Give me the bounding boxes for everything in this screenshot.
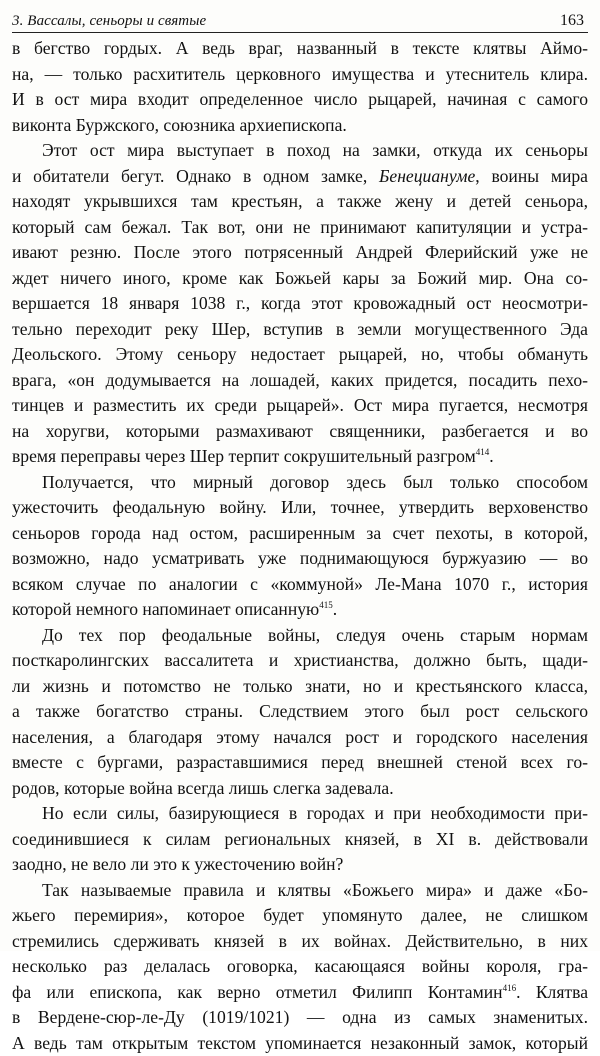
running-header	[12, 8, 586, 32]
text-line	[12, 87, 588, 113]
text-run: Но если силы, базирующиеся в городах и при необходимости при-	[42, 803, 588, 823]
text-line	[12, 138, 588, 164]
text-line	[12, 317, 588, 343]
text-line	[12, 266, 588, 292]
footnote-ref[interactable]: 415	[319, 600, 333, 610]
text-line	[12, 393, 588, 419]
text-run: которой немного напоминает описанную	[12, 599, 319, 619]
text-run: До тех пор феодальные войны, следуя очень старым нормам	[42, 625, 588, 645]
text-line	[12, 674, 588, 700]
text-line	[12, 291, 588, 317]
text-line	[12, 521, 588, 547]
text-line	[12, 470, 588, 496]
footnote-ref[interactable]: 416	[503, 983, 517, 993]
text-line	[12, 342, 588, 368]
text-run: сеньоров города над остом, расширенным за счет пехоты, в которой,	[12, 523, 588, 543]
text-line	[12, 827, 588, 853]
text-run: в бегство гордых. А ведь враг, названный в тексте клятвы Аймо-	[12, 38, 588, 58]
text-run: и обитатели бегут. Однако в одном замке,	[12, 166, 379, 186]
text-run: .	[333, 599, 337, 619]
text-run: время переправы через Шер терпит сокрушительный разгром	[12, 446, 476, 466]
text-run: возможно, надо усматривать уже поднимающуюся буржуазию — во	[12, 548, 588, 568]
text-line	[12, 419, 588, 445]
text-run: тинцев и разместить их среди рыцарей». Ост мира пугается, несмотря	[12, 395, 588, 415]
text-line	[12, 750, 588, 776]
text-run: И в ост мира входит определенное число рыцарей, начиная с самого	[12, 89, 588, 109]
text-run: жьего перемирия», которое будет упомянуто далее, не слишком	[12, 905, 588, 925]
text-run: населения, а благодаря этому начался рост и городского населения	[12, 727, 588, 747]
text-line	[12, 444, 588, 470]
text-run: в Вердене-сюр-ле-Ду (1019/1021) — одна из самых знаменитых.	[12, 1007, 588, 1027]
footnote-ref[interactable]: 414	[476, 447, 490, 457]
text-run: ли жизнь и потомство не только знати, но и крестьянского класса,	[12, 676, 588, 696]
text-run: Получается, что мирный договор здесь был только способом	[42, 472, 588, 492]
text-run: .	[489, 446, 493, 466]
text-line	[12, 240, 588, 266]
text-run: вершается 18 января 1038 г., когда этот кровожадный ост неосмотри-	[12, 293, 588, 313]
text-run: несколько раз делалась оговорка, касающаяся войны короля, гра-	[12, 956, 588, 976]
text-run: тельно переходит реку Шер, вступив в земли могущественного Эда	[12, 319, 588, 339]
text-line	[12, 572, 588, 598]
text-line	[12, 368, 588, 394]
text-line	[12, 725, 588, 751]
text-line	[12, 215, 588, 241]
text-line	[12, 903, 588, 929]
text-run: ивают резню. После этого потрясенный Андрей Флерийский уже не	[12, 242, 588, 262]
text-line	[12, 980, 588, 1006]
text-run: фа или епископа, как верно отметил Филипп Контамин	[12, 982, 503, 1002]
text-run: который сам бежал. Так вот, они не принимают капитуляции и устра-	[12, 217, 588, 237]
text-line	[12, 189, 588, 215]
text-line	[12, 954, 588, 980]
text-line	[12, 648, 588, 674]
text-line	[12, 1031, 588, 1056]
text-run: а также богатство страны. Следствием этого был рост сельского	[12, 701, 588, 721]
text-line	[12, 164, 588, 190]
text-run: на, — только расхититель церковного имущества и утеснитель клира.	[12, 64, 588, 84]
text-line	[12, 62, 588, 88]
text-run: Этот ост мира выступает в поход на замки, откуда их сеньоры	[42, 140, 588, 160]
text-run: Деольского. Этому сеньору недостает рыцарей, но, чтобы обмануть	[12, 344, 588, 364]
text-line	[12, 878, 588, 904]
italic-text: Бенециануме	[379, 166, 475, 186]
text-line	[12, 801, 588, 827]
text-run: , воины мира	[475, 166, 588, 186]
text-line	[12, 36, 588, 62]
text-line	[12, 929, 588, 955]
text-line	[12, 776, 588, 802]
header-rule	[12, 32, 588, 33]
text-line	[12, 852, 588, 878]
text-run: ждет ничего иного, кроме как Божьей кары за Божий мир. Она со-	[12, 268, 588, 288]
text-line	[12, 623, 588, 649]
text-run: стремились сдерживать князей в их войнах. Действительно, в них	[12, 931, 588, 951]
text-line	[12, 597, 588, 623]
text-run: родов, которые война всегда лишь слегка задевала.	[12, 778, 394, 798]
text-run: находят укрывшихся там крестьян, а также жену и детей сеньора,	[12, 191, 588, 211]
text-run: посткаролингских вассалитета и христианства, должно быть, щади-	[12, 650, 588, 670]
text-run: А ведь там открытым текстом упоминается незаконный замок, который	[12, 1033, 588, 1053]
text-line	[12, 1005, 588, 1031]
chapter-title: 3. Вассалы, сеньоры и святые	[12, 13, 206, 30]
text-run: врага, «он додумывается на лошадей, каких придется, посадить пехо-	[12, 370, 588, 390]
text-line	[12, 546, 588, 572]
text-run: виконта Буржского, союзника архиепископа.	[12, 115, 347, 135]
text-line	[12, 699, 588, 725]
text-run: вместе с бургами, разраставшимися перед внешней стеной всех го-	[12, 752, 588, 772]
text-run: всяком случае по аналогии с «коммуной» Ле-Мана 1070 г., история	[12, 574, 588, 594]
text-run: Так называемые правила и клятвы «Божьего мира» и даже «Бо-	[42, 880, 588, 900]
text-run: заодно, не вело ли это к ужесточению войн?	[12, 854, 343, 874]
page-number: 163	[560, 12, 584, 30]
text-run: соединившиеся к силам региональных князей, в XI в. действовали	[12, 829, 588, 849]
text-line	[12, 113, 588, 139]
text-run: ужесточить феодальную войну. Или, точнее, утвердить верховенство	[12, 497, 588, 517]
text-run: . Клятва	[516, 982, 588, 1002]
body-text	[12, 36, 588, 1056]
text-line	[12, 495, 588, 521]
text-run: на хоругви, которыми размахивают священники, разбегается и во	[12, 421, 588, 441]
